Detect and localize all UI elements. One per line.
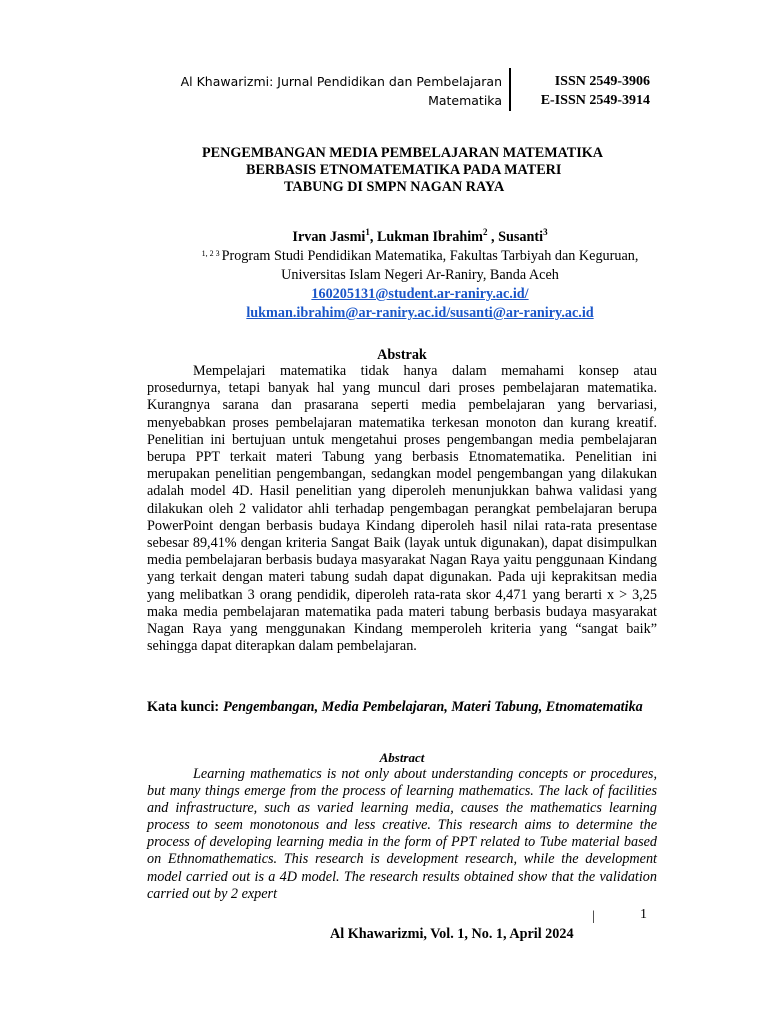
author-2: Lukman Ibrahim xyxy=(376,229,483,245)
journal-name xyxy=(150,72,502,110)
journal-name-line2: Matematika xyxy=(428,93,502,108)
abstract-en-heading: Abstract xyxy=(379,750,425,765)
keywords xyxy=(147,699,657,716)
affiliation-text: Program Studi Pendidikan Matematika, Fakultas Tarbiyah dan Keguruan, xyxy=(221,248,639,264)
eissn: E-ISSN 2549-3914 xyxy=(540,93,650,108)
keywords-label xyxy=(147,699,223,716)
affiliation-line2: Universitas Islam Negeri Ar-Raniry, Banda Aceh xyxy=(281,267,559,283)
author-3-sup: 3 xyxy=(543,227,548,237)
affiliation-sup: 1, 2 3 xyxy=(201,249,220,258)
footer-volume: Al Khawarizmi, Vol. 1, No. 1, April 2024 xyxy=(330,926,574,942)
keywords-colon: : xyxy=(214,699,220,715)
author-separator: , xyxy=(369,229,377,245)
title-line1: PENGEMBANGAN MEDIA PEMBELAJARAN MATEMATIKA xyxy=(202,145,604,161)
author-2-sup: 2 xyxy=(482,227,488,237)
abstract-en-text: Learning mathematics is not only about understanding concepts or procedures, but many things emerge from the process of learning mathematics. The lack of facilities and infrastructure, such as varied learning media, causes the mathematics learning process to seem monotonous and less creative. This research aims to determine the process of developing learning media in the form of PPT related to Tube material based on Ethnomathematics. This research is development research, while the development model carried out is a 4D model. The research results obtained show that the validation carried out by 2 expert xyxy=(147,766,657,902)
paper-title xyxy=(150,145,690,196)
author-1-sup: 1 xyxy=(365,227,370,237)
keywords-label-text: Kata kunci xyxy=(147,699,215,715)
footer-bar: | xyxy=(592,909,595,924)
issn-block xyxy=(514,72,650,110)
abstrak-body xyxy=(147,363,657,655)
keywords-value: Pengembangan, Media Pembelajaran, Materi Tabung, Etnomatematika xyxy=(223,699,643,715)
journal-name-line1: Al Khawarizmi: Jurnal Pendidikan dan Pembelajaran xyxy=(180,74,502,89)
email-link-2[interactable]: lukman.ibrahim@ar-raniry.ac.id/susanti@ar-raniry.ac.id xyxy=(246,305,594,321)
author-1: Irvan Jasmi xyxy=(292,229,366,245)
header-divider xyxy=(509,68,511,111)
authors-block xyxy=(150,228,690,323)
author-names xyxy=(150,228,690,247)
abstrak-heading: Abstrak xyxy=(377,347,427,363)
email-link-1[interactable]: 160205131@student.ar-raniry.ac.id/ xyxy=(311,286,529,302)
issn: ISSN 2549-3906 xyxy=(554,74,650,89)
page-number: 1 xyxy=(640,907,647,922)
affiliation-line1 xyxy=(150,247,690,266)
title-line3: TABUNG DI SMPN NAGAN RAYA xyxy=(284,179,505,195)
author-separator: , xyxy=(487,229,499,245)
abstrak-text: Mempelajari matematika tidak hanya dalam memahami konsep atau prosedurnya, tetapi banyak hal yang muncul dari proses pembelajaran matematika. Kurangnya sarana dan prasarana seperti media pembelajaran yang bervariasi, menyebabkan proses pembelajaran matematika terkesan monoton dan kurang kreatif. Penelitian ini bertujuan untuk mengetahui proses pengembangan media pembelajaran berupa PPT terkait materi Tabung yang berbasis Etnomatematika. Penelitian ini merupakan penelitian pengembangan, sedangkan model pengembangan yang dilakukan adalah model 4D. Hasil penelitian yang diperoleh menunjukkan bahwa validasi yang dilakukan oleh 2 validator ahli terhadap pengembagan perangkat pembelajaran berupa PowerPoint dengan berbasis budaya Kindang diperoleh hasil nilai rata-rata presentase sebesar 89,41% dengan kriteria Sangat Baik (layak untuk digunakan), dapat disimpulkan media pembelajaran berbasis budaya masyarakat Nagan Raya yaitu penggunaan Kindang yang terkait dengan materi tabung sudah dapat digunakan. Pada uji keprakitsan media yang melibatkan 3 orang pendidik, diperoleh rata-rata skor 4,471 yang berarti x > 3,25 maka media pembelajaran matematika pada materi tabung berbasis budaya masyarakat Nagan Raya yang menggunakan Kindang memperoleh kriteria yang “sangat baik” sehingga dapat diterapkan dalam pembelajaran. xyxy=(147,363,657,655)
abstract-en-body xyxy=(147,766,657,903)
title-line2: BERBASIS ETNOMATEMATIKA PADA MATERI xyxy=(246,162,562,178)
author-3: Susanti xyxy=(498,229,544,245)
